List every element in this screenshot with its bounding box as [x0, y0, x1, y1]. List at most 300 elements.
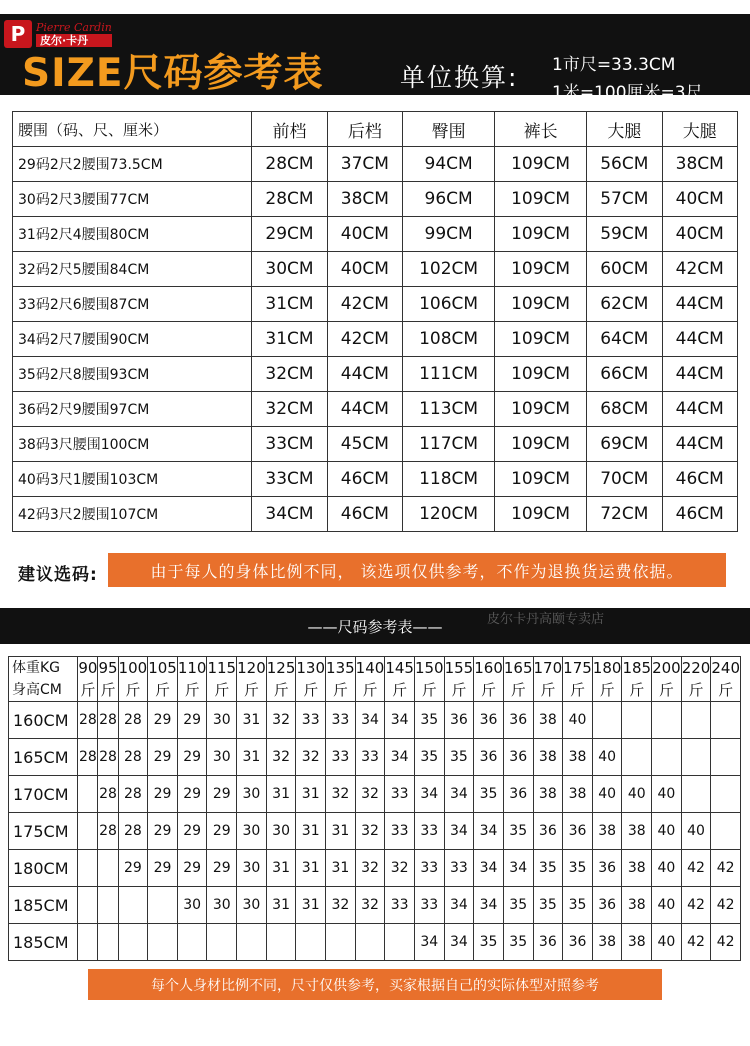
size-code-cell: 38 — [622, 850, 652, 887]
size-code-cell: 36 — [503, 702, 533, 739]
size-code-cell: 30 — [237, 776, 267, 813]
size-code-cell — [98, 887, 118, 924]
size-code-cell: 30 — [237, 813, 267, 850]
size-code-cell — [296, 924, 326, 961]
size-code-cell — [326, 924, 356, 961]
weight-unit: 斤 — [125, 681, 141, 699]
weight-unit: 斤 — [569, 681, 585, 699]
size-code-cell: 34 — [385, 739, 415, 776]
size-code-cell: 38 — [622, 887, 652, 924]
size-code-cell — [622, 739, 652, 776]
weight-unit: 斤 — [658, 681, 674, 699]
size-cell: 46CM — [662, 462, 737, 497]
height-cell: 185CM — [9, 887, 78, 924]
size-code-cell — [98, 850, 118, 887]
weight-value: 145 — [385, 659, 414, 677]
size-table-row — [13, 252, 738, 287]
size-code-cell: 33 — [355, 739, 385, 776]
size-cell: 32CM — [252, 357, 327, 392]
size-cell: 109CM — [495, 252, 587, 287]
weight-unit: 斤 — [80, 681, 96, 699]
size-code-cell: 33 — [296, 702, 326, 739]
size-code-cell: 30 — [207, 887, 237, 924]
size-code-cell: 42 — [681, 887, 711, 924]
brand-logo — [4, 20, 112, 48]
size-code-cell: 31 — [326, 850, 356, 887]
advice-label: 建议选码: — [18, 565, 98, 585]
size-col-header: 腰围（码、尺、厘米） — [13, 112, 252, 147]
size-code-cell: 36 — [444, 702, 474, 739]
weight-col-header — [385, 657, 415, 702]
size-code-cell: 40 — [622, 776, 652, 813]
size-code-cell: 28 — [98, 702, 118, 739]
size-cell: 113CM — [403, 392, 495, 427]
size-code-cell: 38 — [533, 776, 563, 813]
unit-line-1: 1市尺=33.3CM — [552, 55, 676, 75]
size-code-cell: 38 — [592, 924, 622, 961]
size-cell: 117CM — [403, 427, 495, 462]
size-cell: 46CM — [327, 497, 402, 532]
size-cell: 46CM — [327, 462, 402, 497]
size-code-cell — [78, 813, 98, 850]
size-cell: 64CM — [587, 322, 662, 357]
weight-col-header — [474, 657, 504, 702]
size-code-cell: 29 — [148, 739, 178, 776]
weight-col-header — [296, 657, 326, 702]
advice-text: 由于每人的身体比例不同， 该选项仅供参考，不作为退换货运费依据。 — [108, 553, 726, 587]
weight-unit: 斤 — [184, 681, 200, 699]
size-code-cell — [78, 887, 98, 924]
size-col-header: 大腿 — [662, 112, 737, 147]
size-cell: 44CM — [662, 427, 737, 462]
size-code-cell: 38 — [563, 739, 593, 776]
size-cell: 109CM — [495, 462, 587, 497]
size-cell: 120CM — [403, 497, 495, 532]
size-code-cell: 30 — [207, 739, 237, 776]
size-code-cell: 34 — [444, 924, 474, 961]
size-code-cell: 40 — [592, 776, 622, 813]
size-cell: 94CM — [403, 147, 495, 182]
size-code-cell: 35 — [563, 887, 593, 924]
size-cell: 57CM — [587, 182, 662, 217]
section2-title: ——尺码参考表—— — [307, 618, 443, 636]
waist-cell: 36码2尺9腰围97CM — [13, 392, 252, 427]
size-cell: 44CM — [662, 357, 737, 392]
size-code-cell: 31 — [237, 702, 267, 739]
weight-col-header — [266, 657, 296, 702]
size-cell: 118CM — [403, 462, 495, 497]
size-table-row — [13, 392, 738, 427]
weight-value: 135 — [326, 659, 355, 677]
weight-unit: 斤 — [243, 681, 259, 699]
weight-value: 120 — [237, 659, 266, 677]
size-table-row — [13, 322, 738, 357]
weight-col-header — [652, 657, 682, 702]
height-cell: 160CM — [9, 702, 78, 739]
size-cell: 45CM — [327, 427, 402, 462]
size-code-cell: 32 — [355, 850, 385, 887]
size-code-cell: 34 — [385, 702, 415, 739]
weight-col-header — [563, 657, 593, 702]
size-code-cell: 32 — [326, 776, 356, 813]
size-code-cell: 30 — [237, 887, 267, 924]
size-code-cell — [355, 924, 385, 961]
size-cell: 109CM — [495, 392, 587, 427]
weight-value: 180 — [592, 659, 622, 677]
size-cell: 38CM — [327, 182, 402, 217]
size-code-cell: 32 — [266, 702, 296, 739]
weight-table-row — [9, 887, 741, 924]
size-code-cell: 38 — [533, 702, 563, 739]
size-code-cell: 38 — [622, 924, 652, 961]
weight-table-row — [9, 924, 741, 961]
size-code-cell: 29 — [177, 850, 207, 887]
size-code-cell: 40 — [681, 813, 711, 850]
shop-watermark: 皮尔卡丹高颐专卖店 — [487, 612, 605, 627]
size-code-cell: 35 — [474, 924, 504, 961]
size-cell: 102CM — [403, 252, 495, 287]
size-cell: 40CM — [327, 252, 402, 287]
size-cell: 28CM — [252, 182, 327, 217]
waist-cell: 32码2尺5腰围84CM — [13, 252, 252, 287]
unit-line-2: 1米=100厘米=3尺 — [552, 83, 703, 103]
size-code-cell: 35 — [414, 702, 444, 739]
size-cell: 109CM — [495, 427, 587, 462]
size-code-cell — [652, 702, 682, 739]
brand-script: Pierre Cardin — [36, 20, 112, 34]
size-code-cell: 28 — [98, 776, 118, 813]
size-col-header: 前档 — [252, 112, 327, 147]
size-code-cell: 36 — [503, 739, 533, 776]
weight-value: 105 — [148, 659, 177, 677]
height-cell: 170CM — [9, 776, 78, 813]
weight-unit: 斤 — [155, 681, 171, 699]
size-cell: 40CM — [662, 182, 737, 217]
weight-value: 90 — [78, 659, 98, 677]
weight-unit: 斤 — [392, 681, 408, 699]
size-code-cell: 32 — [355, 776, 385, 813]
weight-value: 150 — [414, 659, 444, 677]
size-code-cell: 42 — [711, 887, 741, 924]
brand-mark-icon: P — [4, 20, 32, 48]
weight-unit: 斤 — [540, 681, 556, 699]
size-code-cell: 38 — [563, 776, 593, 813]
size-code-cell: 35 — [444, 739, 474, 776]
size-cell: 109CM — [495, 287, 587, 322]
weight-col-header — [533, 657, 563, 702]
size-cell: 38CM — [662, 147, 737, 182]
size-code-cell: 29 — [177, 813, 207, 850]
size-table-header — [13, 112, 738, 147]
size-cell: 72CM — [587, 497, 662, 532]
size-cell: 56CM — [587, 147, 662, 182]
size-code-cell: 36 — [474, 702, 504, 739]
weight-unit: 斤 — [214, 681, 230, 699]
header-banner — [0, 14, 750, 103]
size-code-cell: 34 — [444, 887, 474, 924]
size-col-header: 后档 — [327, 112, 402, 147]
size-code-cell — [118, 924, 148, 961]
size-cell: 33CM — [252, 462, 327, 497]
size-code-cell: 33 — [414, 813, 444, 850]
size-code-cell — [592, 702, 622, 739]
size-code-cell — [148, 887, 178, 924]
weight-value: 240 — [711, 659, 740, 677]
size-code-cell: 34 — [444, 776, 474, 813]
weight-col-header — [681, 657, 711, 702]
size-cell: 106CM — [403, 287, 495, 322]
size-code-cell: 36 — [533, 813, 563, 850]
size-code-cell: 33 — [385, 813, 415, 850]
size-code-cell: 31 — [326, 813, 356, 850]
size-code-cell: 28 — [118, 702, 148, 739]
size-code-cell: 35 — [474, 776, 504, 813]
size-code-cell: 40 — [652, 887, 682, 924]
size-cell: 59CM — [587, 217, 662, 252]
size-code-cell: 34 — [444, 813, 474, 850]
weight-unit: 斤 — [421, 681, 437, 699]
weight-col-header — [592, 657, 622, 702]
size-col-header: 臀围 — [403, 112, 495, 147]
size-code-cell — [681, 739, 711, 776]
weight-unit: 斤 — [362, 681, 378, 699]
weight-value: 175 — [563, 659, 592, 677]
size-cell: 42CM — [662, 252, 737, 287]
size-code-cell: 29 — [148, 813, 178, 850]
size-code-cell: 35 — [414, 739, 444, 776]
size-code-cell: 42 — [711, 850, 741, 887]
size-code-cell: 36 — [503, 776, 533, 813]
size-code-cell: 40 — [563, 702, 593, 739]
size-cell: 108CM — [403, 322, 495, 357]
size-table-row — [13, 217, 738, 252]
height-axis-label: 身高CM — [12, 682, 62, 698]
section2-banner — [0, 608, 750, 644]
weight-col-header — [118, 657, 148, 702]
size-code-cell: 36 — [592, 887, 622, 924]
size-code-cell: 29 — [148, 776, 178, 813]
waist-cell: 33码2尺6腰围87CM — [13, 287, 252, 322]
weight-unit: 斤 — [718, 681, 734, 699]
size-cell: 109CM — [495, 217, 587, 252]
size-cell: 44CM — [662, 392, 737, 427]
size-code-cell: 34 — [414, 924, 444, 961]
size-code-cell — [237, 924, 267, 961]
weight-unit: 斤 — [510, 681, 526, 699]
size-code-cell — [711, 813, 741, 850]
size-code-cell: 35 — [503, 924, 533, 961]
size-cell: 109CM — [495, 497, 587, 532]
size-code-cell: 35 — [533, 887, 563, 924]
weight-value: 160 — [474, 659, 503, 677]
size-code-cell: 32 — [296, 739, 326, 776]
size-cell: 44CM — [662, 322, 737, 357]
size-cell: 46CM — [662, 497, 737, 532]
weight-value: 95 — [98, 659, 118, 677]
weight-col-header — [622, 657, 652, 702]
waist-cell: 34码2尺7腰围90CM — [13, 322, 252, 357]
size-cell: 29CM — [252, 217, 327, 252]
weight-value: 170 — [533, 659, 563, 677]
size-code-cell — [711, 776, 741, 813]
size-code-cell: 35 — [533, 850, 563, 887]
brand-cn: 皮尔·卡丹 — [36, 34, 112, 47]
size-code-cell: 33 — [326, 739, 356, 776]
size-code-cell: 36 — [592, 850, 622, 887]
weight-col-header — [237, 657, 267, 702]
weight-table-header — [9, 657, 741, 702]
size-code-cell: 33 — [414, 850, 444, 887]
size-col-header: 大腿 — [587, 112, 662, 147]
size-cell: 44CM — [327, 392, 402, 427]
size-code-cell: 31 — [266, 850, 296, 887]
size-table-row — [13, 427, 738, 462]
weight-col-header — [503, 657, 533, 702]
size-code-cell: 28 — [98, 739, 118, 776]
unit-label: 单位换算: — [400, 63, 519, 92]
height-cell: 180CM — [9, 850, 78, 887]
weight-col-header — [177, 657, 207, 702]
size-code-cell: 30 — [237, 850, 267, 887]
size-code-cell: 32 — [266, 739, 296, 776]
size-code-cell: 31 — [237, 739, 267, 776]
size-cell: 44CM — [327, 357, 402, 392]
size-cell: 40CM — [327, 217, 402, 252]
size-code-cell: 29 — [207, 813, 237, 850]
size-code-cell: 28 — [118, 776, 148, 813]
weight-value: 110 — [177, 659, 207, 677]
weight-col-header — [78, 657, 98, 702]
weight-table-row — [9, 702, 741, 739]
weight-value: 130 — [296, 659, 326, 677]
weight-col-header — [207, 657, 237, 702]
waist-cell: 29码2尺2腰围73.5CM — [13, 147, 252, 182]
size-code-cell: 33 — [326, 702, 356, 739]
size-code-cell: 34 — [474, 850, 504, 887]
size-code-cell — [118, 887, 148, 924]
size-cell: 37CM — [327, 147, 402, 182]
height-cell: 165CM — [9, 739, 78, 776]
size-code-cell — [78, 924, 98, 961]
size-code-cell: 29 — [177, 739, 207, 776]
weight-unit: 斤 — [629, 681, 645, 699]
size-code-cell: 30 — [177, 887, 207, 924]
size-code-cell: 34 — [474, 887, 504, 924]
size-code-cell: 30 — [266, 813, 296, 850]
size-code-cell: 32 — [355, 813, 385, 850]
size-cell: 34CM — [252, 497, 327, 532]
weight-table-row — [9, 776, 741, 813]
size-code-cell: 28 — [118, 813, 148, 850]
size-cell: 96CM — [403, 182, 495, 217]
size-code-cell — [177, 924, 207, 961]
size-code-cell: 31 — [266, 776, 296, 813]
size-cell: 69CM — [587, 427, 662, 462]
size-code-cell: 33 — [414, 887, 444, 924]
size-table-row — [13, 497, 738, 532]
size-cell: 40CM — [662, 217, 737, 252]
size-code-cell: 40 — [652, 850, 682, 887]
size-code-cell: 36 — [563, 924, 593, 961]
size-code-cell: 35 — [563, 850, 593, 887]
size-code-cell: 28 — [78, 702, 98, 739]
size-code-cell: 34 — [355, 702, 385, 739]
weight-col-header — [414, 657, 444, 702]
size-cell: 42CM — [327, 322, 402, 357]
size-code-cell: 40 — [652, 813, 682, 850]
size-cell: 109CM — [495, 357, 587, 392]
size-code-cell — [652, 739, 682, 776]
weight-unit: 斤 — [273, 681, 289, 699]
size-code-cell — [711, 702, 741, 739]
weight-value: 220 — [681, 659, 711, 677]
size-code-cell — [622, 702, 652, 739]
weight-value: 165 — [503, 659, 533, 677]
size-code-cell: 28 — [118, 739, 148, 776]
size-code-cell: 29 — [207, 776, 237, 813]
size-code-cell: 38 — [533, 739, 563, 776]
weight-value: 200 — [652, 659, 681, 677]
size-cell: 66CM — [587, 357, 662, 392]
size-code-cell: 29 — [177, 702, 207, 739]
weight-value: 115 — [207, 659, 237, 677]
size-code-cell: 36 — [563, 813, 593, 850]
size-code-cell — [98, 924, 118, 961]
size-code-cell: 31 — [296, 850, 326, 887]
footer-note: 每个人身材比例不同，尺寸仅供参考，买家根据自己的实际体型对照参考 — [88, 969, 662, 1000]
weight-col-header — [326, 657, 356, 702]
weight-col-header — [444, 657, 474, 702]
size-code-cell: 40 — [592, 739, 622, 776]
size-code-cell: 42 — [681, 850, 711, 887]
size-code-cell: 29 — [148, 702, 178, 739]
size-cell: 111CM — [403, 357, 495, 392]
size-code-cell — [266, 924, 296, 961]
weight-col-header — [98, 657, 118, 702]
size-cell: 68CM — [587, 392, 662, 427]
weight-unit: 斤 — [599, 681, 615, 699]
waist-cell: 30码2尺3腰围77CM — [13, 182, 252, 217]
size-code-cell — [681, 776, 711, 813]
size-code-cell: 35 — [503, 813, 533, 850]
weight-unit: 斤 — [451, 681, 467, 699]
size-cell: 44CM — [662, 287, 737, 322]
weight-height-table — [8, 656, 741, 961]
weight-unit: 斤 — [100, 681, 116, 699]
size-code-cell: 42 — [711, 924, 741, 961]
waist-cell: 35码2尺8腰围93CM — [13, 357, 252, 392]
size-table-row — [13, 287, 738, 322]
size-col-header: 裤长 — [495, 112, 587, 147]
page-title: SIZE尺码参考表 — [22, 51, 324, 96]
size-code-cell: 40 — [652, 776, 682, 813]
weight-value: 100 — [118, 659, 148, 677]
weight-value: 140 — [355, 659, 385, 677]
waist-cell: 40码3尺1腰围103CM — [13, 462, 252, 497]
size-code-cell: 38 — [622, 813, 652, 850]
size-code-cell — [681, 702, 711, 739]
size-code-cell: 28 — [78, 739, 98, 776]
weight-table-row — [9, 739, 741, 776]
size-cell: 28CM — [252, 147, 327, 182]
size-code-cell: 29 — [148, 850, 178, 887]
size-code-cell: 33 — [444, 850, 474, 887]
weight-table-row — [9, 850, 741, 887]
size-code-cell: 28 — [98, 813, 118, 850]
size-code-cell: 32 — [326, 887, 356, 924]
weight-col-header — [355, 657, 385, 702]
size-table-row — [13, 182, 738, 217]
